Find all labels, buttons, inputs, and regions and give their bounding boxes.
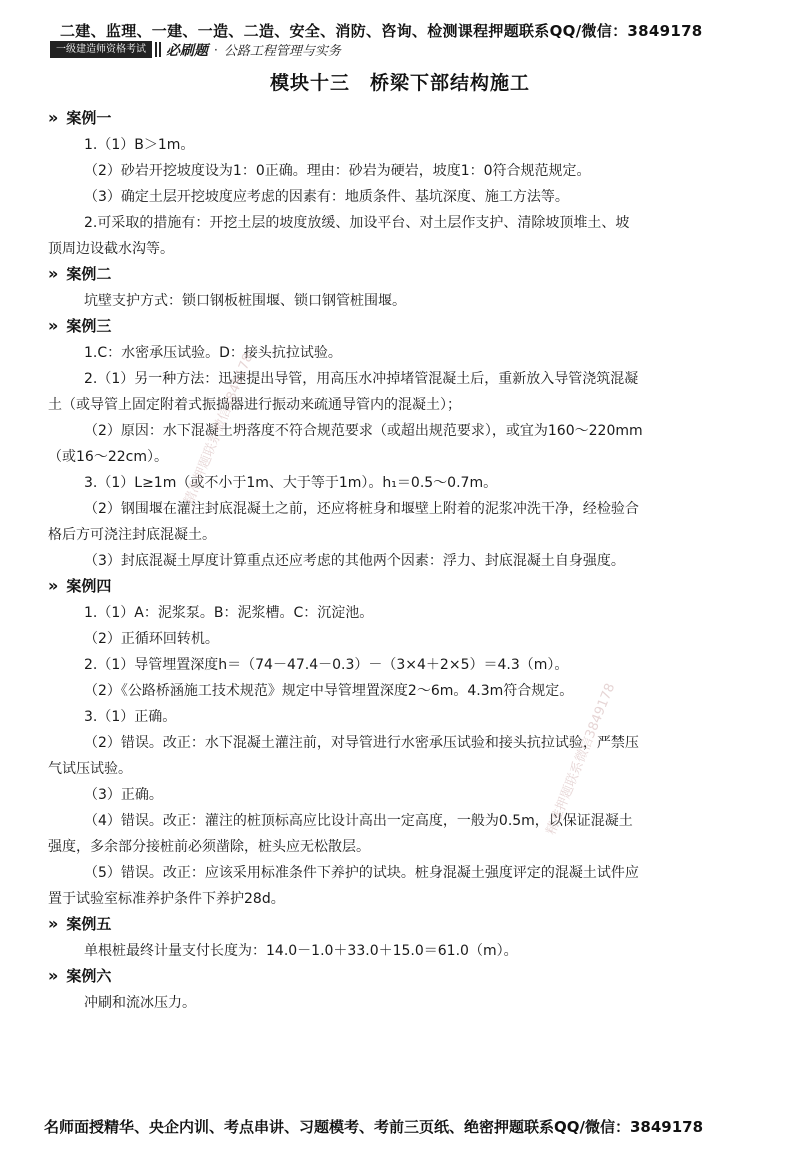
case-section	[48, 574, 728, 912]
answer-line: 强度，多余部分接桩前必须凿除，桩头应无松散层。	[48, 839, 370, 855]
answer-line: 单根桩最终计量支付长度为：14.0－1.0＋33.0＋15.0＝61.0（m）。	[84, 943, 518, 959]
answer-line: （或16～22cm）。	[48, 449, 168, 465]
answer-line: （3）确定土层开挖坡度应考虑的因素有：地质条件、基坑深度、施工方法等。	[84, 189, 569, 205]
double-chevron-icon: »	[48, 914, 59, 933]
case-section	[48, 262, 728, 314]
watermark-1: 精准押题联系微信3849178	[181, 351, 257, 508]
case-heading-label: 案例四	[66, 577, 112, 595]
case-heading-label: 案例二	[66, 265, 112, 283]
answer-line: （2）正循环回转机。	[84, 631, 219, 647]
case-heading-label: 案例一	[66, 109, 112, 127]
case-section	[48, 964, 728, 1016]
top-contact-banner: 二建、监理、一建、一造、二造、安全、消防、咨询、检测课程押题联系QQ/微信：3849178	[60, 22, 703, 40]
answer-line: （2）钢围堰在灌注封底混凝土之前，还应将桩身和堰壁上附着的泥浆冲洗干净，经检验合	[84, 501, 639, 517]
case-section	[48, 912, 728, 964]
answer-line: 3.（1）L≥1m（或不小于1m、大于等于1m）。h₁＝0.5～0.7m。	[84, 475, 498, 491]
answer-line: 坑壁支护方式：锁口钢板桩围堰、锁口钢管桩围堰。	[84, 293, 406, 309]
double-chevron-icon: »	[48, 264, 59, 283]
case-heading	[48, 262, 728, 286]
running-header	[50, 41, 341, 58]
brand-logo-text: 必刷题	[166, 42, 208, 59]
case-heading-label: 案例五	[66, 915, 112, 933]
case-heading	[48, 964, 728, 988]
answer-line: 1.C：水密承压试验。D：接头抗拉试验。	[84, 345, 342, 361]
answer-line: 冲刷和流冰压力。	[84, 995, 196, 1011]
answer-line: （5）错误。改正：应该采用标准条件下养护的试块。桩身混凝土强度评定的混凝土试件应	[84, 865, 639, 881]
case-heading	[48, 106, 728, 130]
answer-line: 气试压试验。	[48, 761, 132, 777]
case-section	[48, 106, 728, 262]
case-heading-label: 案例六	[66, 967, 112, 985]
answer-line: 1.（1）B＞1m。	[84, 137, 195, 153]
watermark-2: 精准押题联系微信3849178	[543, 681, 619, 838]
answer-line: 2.（1）导管埋置深度h＝（74－47.4－0.3）－（3×4＋2×5）＝4.3（m）。	[84, 657, 569, 673]
answer-line: 土（或导管上固定附着式振捣器进行振动来疏通导管内的混凝土）；	[48, 397, 461, 413]
answer-line: 3.（1）正确。	[84, 709, 177, 725]
answer-line: （2）原因：水下混凝土坍落度不符合规范要求（或超出规范要求），或宜为160～220mm	[84, 423, 643, 439]
header-stripe-decoration	[155, 42, 163, 57]
case-section	[48, 314, 728, 574]
case-heading-label: 案例三	[66, 317, 112, 335]
header-separator: ·	[214, 42, 218, 57]
answer-line: （3）正确。	[84, 787, 163, 803]
answer-line: （3）封底混凝土厚度计算重点还应考虑的其他两个因素：浮力、封底混凝土自身强度。	[84, 553, 625, 569]
double-chevron-icon: »	[48, 316, 59, 335]
answer-line: （2）错误。改正：水下混凝土灌注前，对导管进行水密承压试验和接头抗拉试验，严禁压	[84, 735, 639, 751]
answer-line: 格后方可浇注封底混凝土。	[48, 527, 216, 543]
answer-content	[48, 106, 728, 1016]
book-subtitle: 公路工程管理与实务	[223, 44, 341, 59]
case-heading	[48, 912, 728, 936]
case-heading	[48, 314, 728, 338]
answer-line: （2）砂岩开挖坡度设为1：0正确。理由：砂岩为硬岩，坡度1：0符合规范规定。	[84, 163, 591, 179]
double-chevron-icon: »	[48, 576, 59, 595]
answer-line: 2.（1）另一种方法：迅速提出导管，用高压水冲掉堵管混凝土后，重新放入导管浇筑混凝	[84, 371, 639, 387]
answer-line: （4）错误。改正：灌注的桩顶标高应比设计高出一定高度，一般为0.5m，以保证混凝土	[84, 813, 633, 829]
answer-line: 1.（1）A：泥浆泵。B：泥浆槽。C：沉淀池。	[84, 605, 374, 621]
bottom-contact-banner: 名师面授精华、央企内训、考点串讲、习题模考、考前三页纸、绝密押题联系QQ/微信：3849178	[44, 1118, 704, 1136]
double-chevron-icon: »	[48, 108, 59, 127]
answer-line: （2）《公路桥涵施工技术规范》规定中导管埋置深度2～6m。4.3m符合规定。	[84, 683, 574, 699]
answer-line: 2.可采取的措施有：开挖土层的坡度放缓、加设平台、对土层作支护、清除坡顶堆土、坡	[84, 215, 630, 231]
page-title: 模块十三 桥梁下部结构施工	[269, 72, 530, 94]
exam-tag: 一级建造师资格考试	[50, 41, 152, 58]
answer-line: 置于试验室标准养护条件下养护28d。	[48, 891, 285, 907]
case-heading	[48, 574, 728, 598]
answer-line: 顶周边设截水沟等。	[48, 241, 174, 257]
double-chevron-icon: »	[48, 966, 59, 985]
